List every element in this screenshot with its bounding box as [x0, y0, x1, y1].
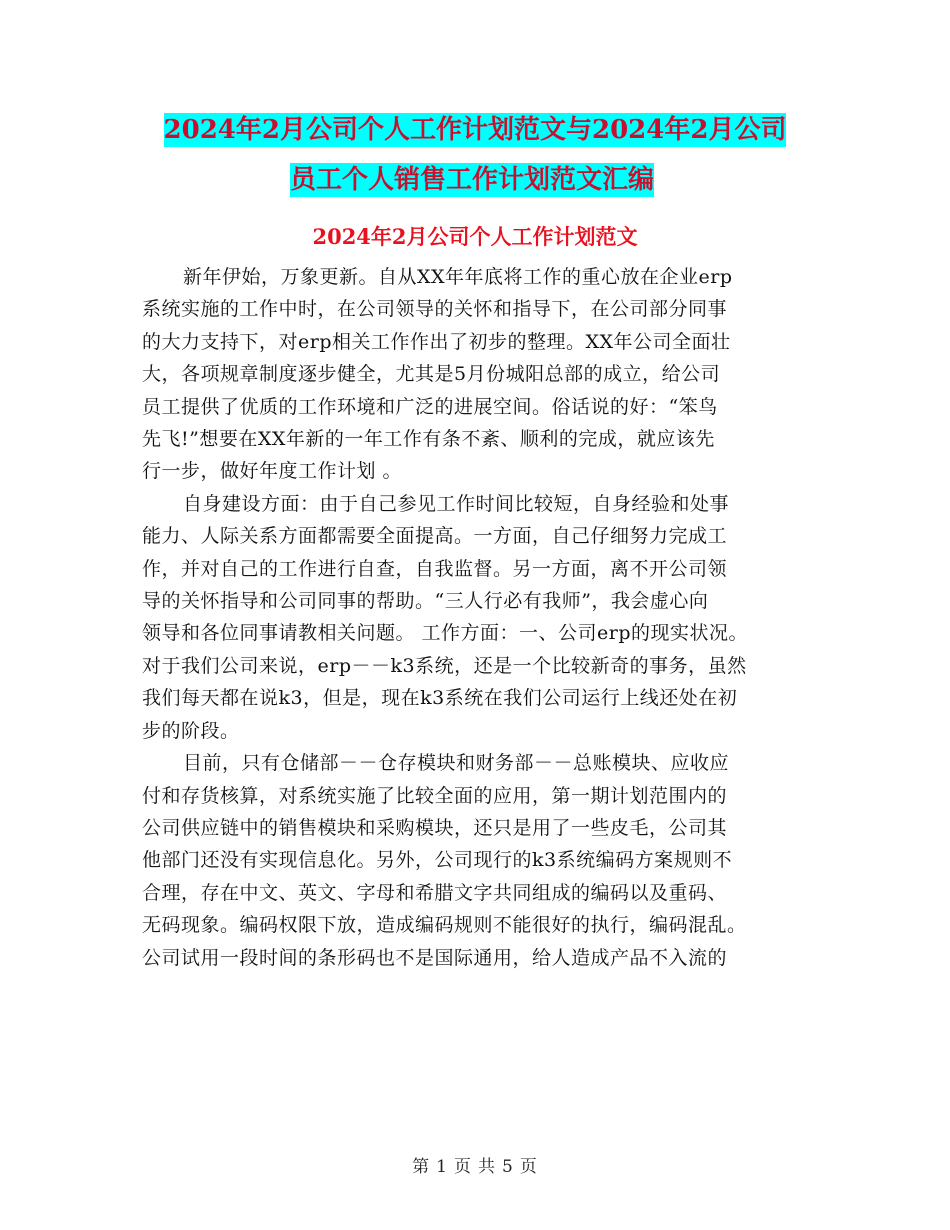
body-line: 能力、人际关系方面都需要全面提高。一方面，自己仔细努力完成工 — [142, 525, 728, 548]
body-line: 领导和各位同事请教相关问题。 工作方面：一、公司erp的现实状况。 — [142, 622, 749, 645]
body-line: 先飞!”想要在XX年新的一年工作有条不紊、顺利的完成，就应该先 — [142, 428, 715, 451]
body-line: 行一步，做好年度工作计划 。 — [142, 460, 403, 483]
section-heading: 2024年2月公司个人工作计划范文 — [312, 224, 638, 249]
body-line: 目前，只有仓储部－－仓存模块和财务部－－总账模块、应收应 — [183, 752, 730, 775]
footer-total-suffix: 页 — [519, 1157, 538, 1177]
body-line: 自身建设方面：由于自己参见工作时间比较短，自身经验和处事 — [183, 492, 730, 515]
body-line: 公司试用一段时间的条形码也不是国际通用，给人造成产品不入流的 — [142, 946, 728, 969]
body-line: 系统实施的工作中时，在公司领导的关怀和指导下，在公司部分同事 — [142, 298, 728, 321]
body-line: 我们每天都在说k3，但是，现在k3系统在我们公司运行上线还处在初 — [142, 687, 738, 710]
footer-total-prefix: 共 — [478, 1157, 496, 1177]
title-line-1: 2024年2月公司个人工作计划范文与2024年2月公司 — [163, 115, 787, 145]
footer-page-mid: 页 — [454, 1157, 472, 1177]
footer-total-pages: 5 — [502, 1157, 514, 1177]
footer-page-prefix: 第 — [412, 1157, 431, 1177]
body-line: 付和存货核算，对系统实施了比较全面的应用，第一期计划范围内的 — [142, 784, 728, 807]
body-line: 无码现象。编码权限下放，造成编码规则不能很好的执行，编码混乱。 — [142, 914, 747, 937]
body-line: 对于我们公司来说，erp－－k3系统，还是一个比较新奇的事务，虽然 — [142, 654, 747, 677]
document-title — [0, 108, 950, 208]
body-line: 的大力支持下，对erp相关工作作出了初步的整理。XX年公司全面壮 — [142, 330, 731, 353]
page-footer — [0, 1152, 950, 1177]
title-line-2: 员工个人销售工作计划范文汇编 — [290, 165, 655, 195]
document-body — [142, 261, 802, 974]
body-line: 他部门还没有实现信息化。另外，公司现行的k3系统编码方案规则不 — [142, 849, 733, 872]
body-line: 员工提供了优质的工作环境和广泛的进展空间。俗话说的好：“笨鸟 — [142, 395, 718, 418]
body-line: 步的阶段。 — [142, 719, 240, 742]
body-line: 导的关怀指导和公司同事的帮助。“三人行必有我师”，我会虚心向 — [142, 590, 709, 613]
footer-page-number: 1 — [436, 1157, 448, 1177]
body-line: 合理，存在中文、英文、字母和希腊文字共同组成的编码以及重码、 — [142, 881, 728, 904]
body-line: 公司供应链中的销售模块和采购模块，还只是用了一些皮毛，公司其 — [142, 816, 728, 839]
body-line: 新年伊始，万象更新。自从XX年年底将工作的重心放在企业erp — [183, 266, 733, 288]
body-line: 作，并对自己的工作进行自查，自我监督。另一方面，离不开公司领 — [142, 557, 728, 580]
body-line: 大，各项规章制度逐步健全，尤其是5月份城阳总部的成立，给公司 — [142, 363, 721, 386]
